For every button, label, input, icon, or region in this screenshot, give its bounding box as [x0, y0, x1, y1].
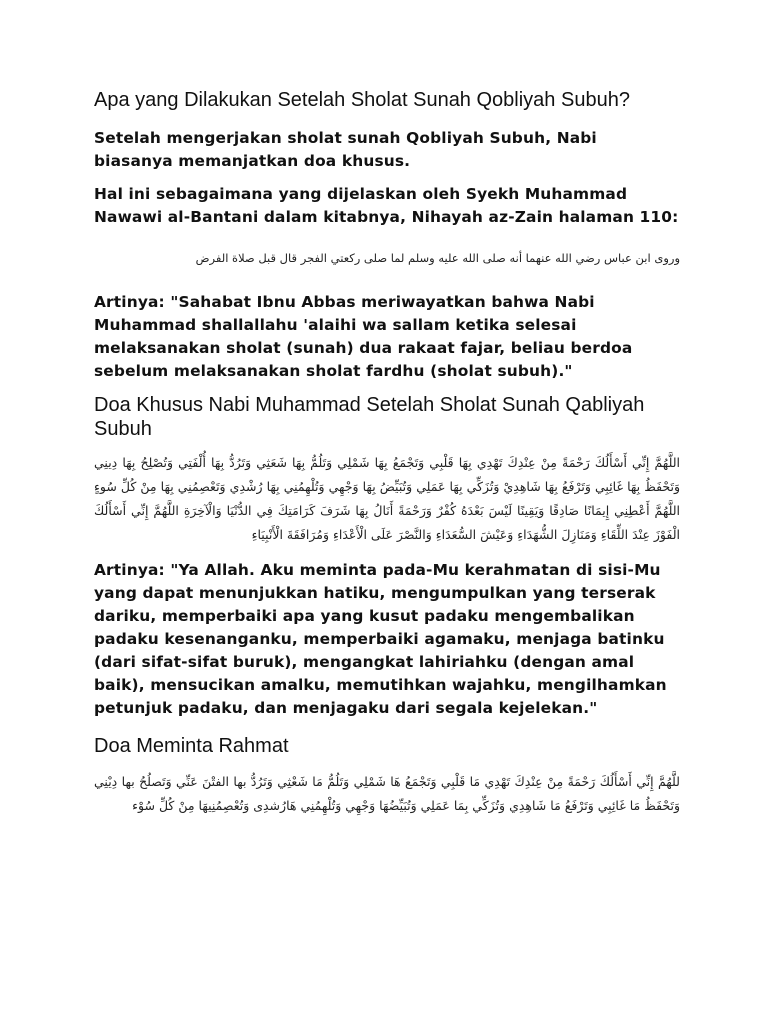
arabic-doa-rahmat: للَّهُمَّ إِنِّي أَسْأَلُكَ رَحْمَةً مِنْ عِنْدِكَ تَهْدِي مَا قَلْبِي وَتَجْمَعُ هَا شَمْلِي وَتَلُمُّ مَا شَعْثِي وَتَرُدُّ بها الفتْنَ عَنِّي وَتَصلُحُ بها دِيْنِي وَتَحْفَظُ مَا غَائِبِي وَتَرْفَعُ مَا شَاهِدِي وَتُزَكِّي بِمَا عَمَلِي وَتُبَيِّضُهَا وَجْهِي وَتُلْهِمُنِي هَارُشدِى وَتُعْصِمُنِيهَا مِنْ كُلِّ سُوْء: [94, 774, 680, 813]
intro-paragraph: Setelah mengerjakan sholat sunah Qobliyah Subuh, Nabi biasanya memanjatkan doa khusus.: [94, 129, 597, 170]
arabic-doa-khusus: اللَّهُمَّ إِنِّي أَسْأَلُكَ رَحْمَةً مِنْ عِنْدِكَ تَهْدِي بِهَا قَلْبِي وَتَجْمَعُ بِهَا شَمْلِي وَتَلُمُّ بِهَا شَعَثِي وَتَرُدُّ بِهَا أُلْفَتِي وَتُصْلِحُ بِهَا دِينِي وَتَحْفَظُ بِهَا غَائِبِي وَتَرْفَعُ بِهَا شَاهِدِيْ وَتُزَكِّي بِهَا عَمَلِي وَتُبَيِّضُ بِهَا وَجْهِي وَتُلْهِمُنِي بِهَا رُشْدِي وَتَعْصِمُنِي بِهَا مِنْ كُلِّ سُوءٍ اللَّهُمَّ أَعْطِنِي إِيمَانًا صَادِقًا وَيَقِينًا لَيْسَ بَعْدَهُ كُفْرٌ وَرَحْمَةً أَنَالُ بِهَا شَرَفَ كَرَامَتِكَ فِي الدُّنْيَا وَالْآخِرَةِ اللَّهُمَّ إِنِّي أَسْأَلُكَ الْفَوْزَ عِنْدَ اللِّقَاءِ وَمَنَازِلَ الشُّهَدَاءِ وَعَيْشَ السُّعَدَاءِ وَالنَّصْرَ عَلَى الْأَعْدَاءِ وَمُرَافَقَةَ الْأَنْبِيَاءِ: [94, 455, 680, 542]
section-title-doa-rahmat: Doa Meminta Rahmat: [94, 735, 289, 757]
arabic-hadith-quote: وروى ابن عباس رضي الله عنهما أنه صلى الله عليه وسلم لما صلى ركعتي الفجر قال قبل صلاة الفرض: [195, 251, 680, 265]
section-title-doa-khusus: Doa Khusus Nabi Muhammad Setelah Sholat Sunah Qabliyah Subuh: [94, 394, 645, 440]
source-paragraph: Hal ini sebagaimana yang dijelaskan oleh Syekh Muhammad Nawawi al-Bantani dalam kitabnya, Nihayah az-Zain halaman 110:: [94, 185, 679, 226]
article-title: Apa yang Dilakukan Setelah Sholat Sunah Qobliyah Subuh?: [94, 89, 630, 111]
doa-khusus-translation: Artinya: "Ya Allah. Aku meminta pada-Mu kerahmatan di sisi-Mu yang dapat menunjukkan hatiku, mengumpulkan yang terserak dariku, memperbaiki apa yang kusut padaku mengembalikan padaku kesenanganku, memperbaiki agamaku, menjaga batinku (dari sifat-sifat buruk), mengangkat lahiriahku (dengan amal baik), mensucikan amalku, memutihkan wajahku, mengilhamkan petunjuk padaku, dan menjagaku dari segala kejelekan.": [94, 561, 667, 717]
quote-translation: Artinya: "Sahabat Ibnu Abbas meriwayatkan bahwa Nabi Muhammad shallallahu 'alaihi wa sallam ketika selesai melaksanakan sholat (sunah) dua rakaat fajar, beliau berdoa sebelum melaksanakan sholat fardhu (sholat subuh).": [94, 293, 633, 380]
